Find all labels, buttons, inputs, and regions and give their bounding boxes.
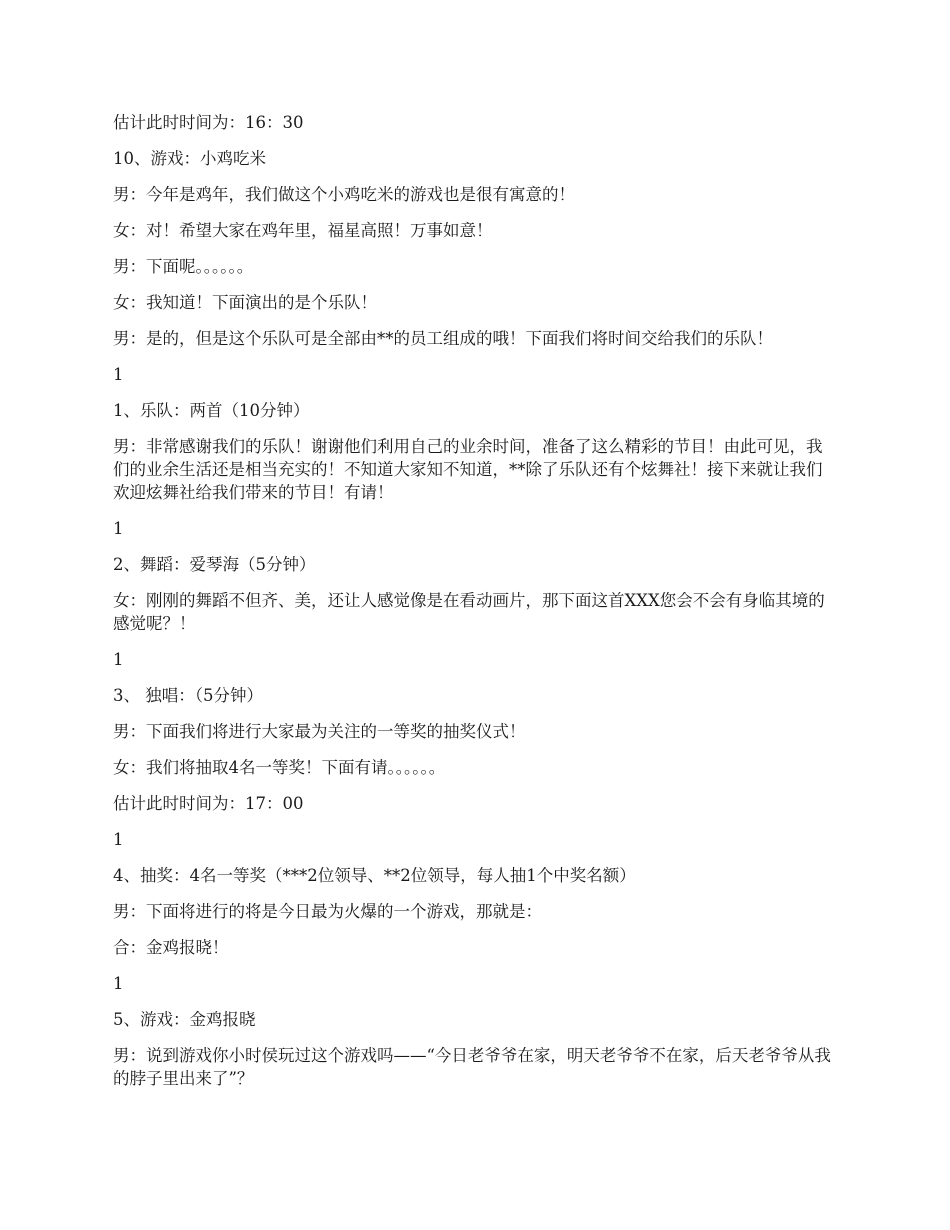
dialogue-line: 男：下面将进行的将是今日最为火爆的一个游戏，那就是： [113, 902, 542, 921]
dialogue-line: 男：说到游戏你小时侯玩过这个游戏吗——“今日老爷爷在家，明天老爷爷不在家，后天老爷爷从我的脖子里出来了”？ [113, 1046, 831, 1088]
dialogue-line: 女：我们将抽取4名一等奖！下面有请。。。。。。 [113, 758, 446, 777]
item-heading-band: 1、乐队：两首（10分钟） [113, 401, 310, 420]
section-marker: 1 [113, 365, 124, 384]
time-estimate-1700: 估计此时时间为：17：00 [113, 794, 304, 813]
dialogue-line: 男：今年是鸡年，我们做这个小鸡吃米的游戏也是很有寓意的！ [113, 185, 575, 204]
dialogue-line: 男：下面呢。。。。。。 [113, 257, 254, 276]
dialogue-line: 女：刚刚的舞蹈不但齐、美，还让人感觉像是在看动画片，那下面这首XXX您会不会有身临其境的感觉呢？！ [113, 591, 825, 633]
section-marker: 1 [113, 974, 124, 993]
dialogue-line: 合：金鸡报晓！ [113, 938, 229, 957]
item-heading-game-chick: 10、游戏：小鸡吃米 [113, 149, 266, 168]
dialogue-line: 女：我知道！下面演出的是个乐队！ [113, 293, 377, 312]
dialogue-line: 男：非常感谢我们的乐队！谢谢他们利用自己的业余时间，准备了这么精彩的节目！由此可见，我们的业余生活还是相当充实的！不知道大家知不知道，**除了乐队还有个炫舞社！接下来就让我们欢迎炫舞社给我们带来的节目！有请！ [113, 437, 823, 502]
section-marker: 1 [113, 519, 124, 538]
item-heading-solo: 3、 独唱：（5分钟） [113, 686, 263, 705]
item-heading-lottery: 4、抽奖：4名一等奖（***2位领导、**2位领导，每人抽1个中奖名额） [113, 866, 636, 885]
document-body [113, 111, 835, 1103]
section-marker: 1 [113, 650, 124, 669]
dialogue-line: 男：下面我们将进行大家最为关注的一等奖的抽奖仪式！ [113, 722, 526, 741]
section-marker: 1 [113, 830, 124, 849]
time-estimate-1630: 估计此时时间为：16：30 [113, 113, 304, 132]
item-heading-game-rooster: 5、游戏：金鸡报晓 [113, 1010, 256, 1029]
item-heading-dance: 2、舞蹈：爱琴海（5分钟） [113, 555, 316, 574]
dialogue-line: 女：对！希望大家在鸡年里，福星高照！万事如意！ [113, 221, 493, 240]
dialogue-line: 男：是的，但是这个乐队可是全部由**的员工组成的哦！下面我们将时间交给我们的乐队！ [113, 329, 773, 348]
